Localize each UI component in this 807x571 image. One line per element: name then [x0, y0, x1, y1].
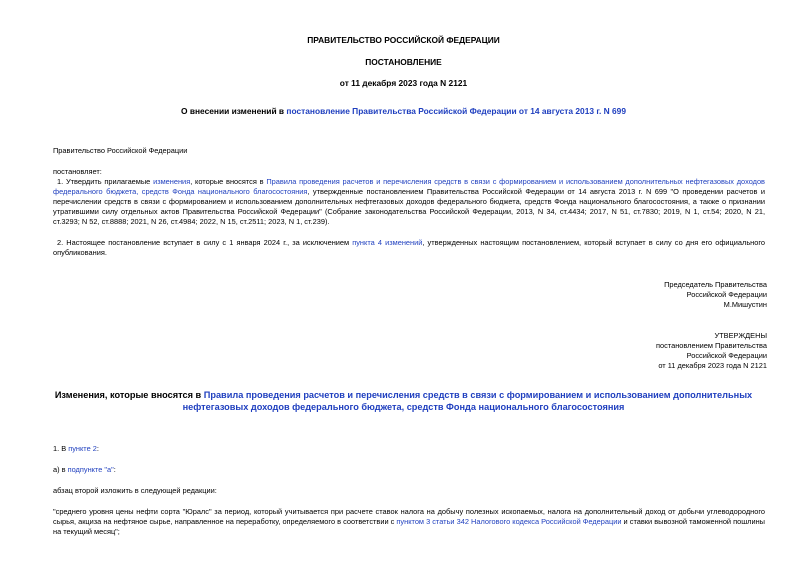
paragraph-1 [53, 177, 765, 227]
approval-date: от 11 декабря 2023 года N 2121 [658, 361, 767, 370]
quoted-paragraph-text-a: "среднего уровня цены нефти сорта "Юралс" за период, который учитывается при расчете ставок налога на добычу полезных ископаемых, налога на дополнительный доход от добычи углеводородного сырья, акциза на нефтяное сырье, направленное на переработку, определяемого в соответствии с [53, 507, 765, 526]
paragraph-1-text-c: , утвержденные постановлением Правительства Российской Федерации от 14 августа 2013 г. N 699 "О проведении расчетов и перечислении средств в связи с формированием и использованием дополнительных нефтегазовых доходов федерального бюджета, средств Фонда национального благосостояния, а также о признании утратившими силу отдельных актов Правительства Российской Федерации" (Собрание законодательства Российской Федерации, 2013, N 34, ст.4434; 2017, N 51, ст.7830; 2019, N 1, ст.54; 2020, N 21, ст.3293; N 52, ст.8888; 2021, N 26, ст.4984; 2022, N 15, ст.2511; 2023, N 1, ст.239). [53, 187, 765, 226]
document-title [0, 106, 807, 116]
changes-title [40, 389, 767, 413]
signature-country: Российской Федерации [686, 290, 767, 299]
document-title-prefix: О внесении изменений в [180, 106, 287, 116]
changes-title-rules-link[interactable]: Правила проведения расчетов и перечисления средств в связи с формированием и использованием дополнительных нефтегазовых доходов федерального бюджета, средств Фонда национального благосостояния [182, 390, 753, 412]
quoted-paragraph [53, 507, 765, 537]
document-type: ПОСТАНОВЛЕНИЕ [365, 57, 442, 67]
item-4-changes-link[interactable]: пункта 4 изменений [352, 238, 423, 247]
change-item-a-suffix: : [113, 465, 116, 474]
document-date-number: от 11 декабря 2023 года N 2121 [339, 78, 468, 88]
point-2-link[interactable]: пункте 2 [68, 444, 97, 453]
paragraph-1-text-a: 1. Утвердить прилагаемые [57, 177, 154, 186]
change-item-1-prefix: 1. В [53, 444, 69, 453]
resolution-699-link[interactable]: постановление Правительства Российской Федерации от 14 августа 2013 г. N 699 [286, 106, 626, 116]
signature-name: М.Мишустин [723, 300, 767, 309]
resolves-text: постановляет: [53, 167, 102, 176]
change-item-1 [53, 444, 99, 454]
paragraph-2-text-a: 2. Настоящее постановление вступает в силу с 1 января 2024 г., за исключением [57, 238, 353, 247]
paragraph-2-text-b: , утвержденных настоящим постановлением, который вступает в силу со дня его официального опубликования. [53, 238, 766, 257]
subpoint-a-link[interactable]: подпункте "а" [67, 465, 114, 474]
tax-code-link[interactable]: пунктом 3 статьи 342 Налогового кодекса Российской Федерации [396, 517, 622, 526]
change-item-a-prefix: а) в [53, 465, 68, 474]
approval-line-2: постановлением Правительства [656, 341, 767, 350]
paragraph-2 [53, 238, 765, 258]
approval-title: УТВЕРЖДЕНЫ [714, 331, 767, 340]
signature-block [467, 280, 767, 310]
changes-link[interactable]: изменения [153, 177, 191, 186]
government-name: Правительство Российской Федерации [53, 146, 188, 155]
paragraph-1-text-b: , которые вносятся в [190, 177, 267, 186]
change-item-a [53, 465, 116, 475]
abzac-text: абзац второй изложить в следующей редакции: [53, 486, 217, 495]
government-heading: ПРАВИТЕЛЬСТВО РОССИЙСКОЙ ФЕДЕРАЦИИ [307, 35, 500, 45]
signature-position: Председатель Правительства [664, 280, 767, 289]
rules-link[interactable]: Правила проведения расчетов и перечисления средств в связи с формированием и использованием дополнительных нефтегазовых доходов федерального бюджета, средств Фонда национального благосостояния [53, 177, 765, 196]
approval-line-3: Российской Федерации [686, 351, 767, 360]
change-item-1-suffix: : [96, 444, 99, 453]
quoted-paragraph-text-b: и ставки вывозной таможенной пошлины на текущий месяц"; [53, 517, 765, 536]
changes-title-prefix: Изменения, которые вносятся в [54, 390, 204, 400]
approval-block [467, 331, 767, 371]
